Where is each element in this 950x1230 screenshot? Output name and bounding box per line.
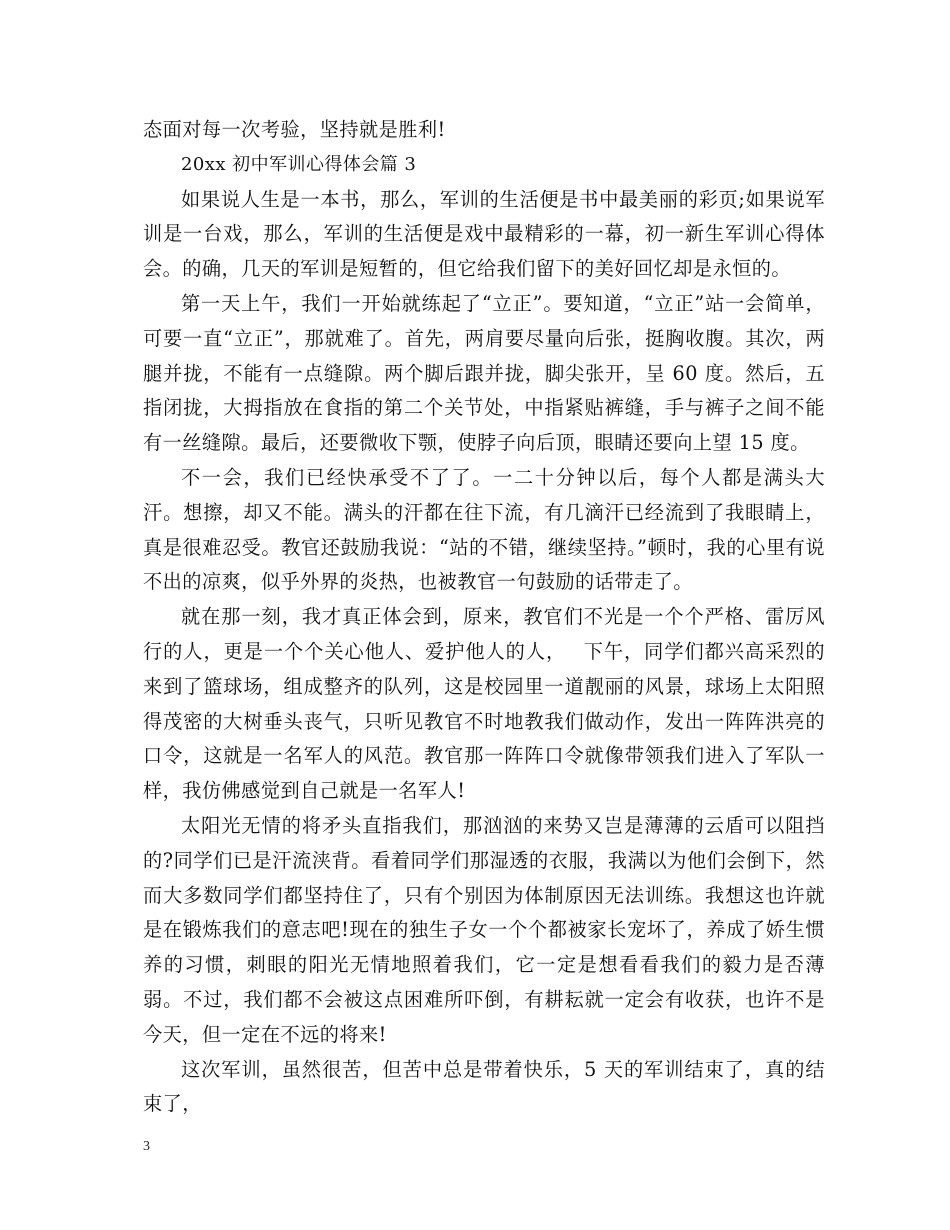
continued-paragraph: 态面对每一次考验，坚持就是胜利! (143, 118, 446, 141)
section-title: 20xx 初中军训心得体会篇 3 (181, 153, 417, 175)
paragraph-training-ending: 这次军训，虽然很苦，但苦中总是带着快乐，5 天的军训结束了，真的结束了， (143, 1057, 825, 1116)
paragraph-afternoon-training: 就在那一刻，我才真正体会到，原来，教官们不光是一个个严格、雷厉风行的人，更是一个个关心他人、爱护他人的人， 下午，同学们都兴高采烈的来到了篮球场，组成整齐的队列，这是校园里一道靓丽的风景，球场上太阳照得茂密的大树垂头丧气，只听见教官不时地教我们做动作，发出一阵阵洪亮的口令，这就是一名军人的风范。教官那一阵阵口令就像带领我们进入了军队一样，我仿佛感觉到自己就是一名军人! (143, 605, 825, 803)
document-body (143, 113, 825, 1122)
paragraph-standing-drill: 第一天上午，我们一开始就练起了“立正”。要知道，“立正”站一会简单，可要一直“立正”，那就难了。首先，两肩要尽量向后张，挺胸收腹。其次，两腿并拢，不能有一点缝隙。两个脚后跟并拢，脚尖张开，呈 60 度。然后，五指闭拢，大拇指放在食指的第二个关节处，中指紧贴裤缝，手与裤子之间不能有一丝缝隙。最后，还要微收下颚，使脖子向后顶，眼睛还要向上望 15 度。 (143, 291, 825, 455)
paragraph-sun-and-willpower: 太阳光无情的将矛头直指我们，那汹汹的来势又岂是薄薄的云盾可以阻挡的?同学们已是汗流浃背。看着同学们那湿透的衣服，我满以为他们会倒下，然而大多数同学们都坚持住了，只有个别因为体制原因无法训练。我想这也许就是在锻炼我们的意志吧!现在的独生子女一个个都被家长宠坏了，养成了娇生惯养的习惯，刺眼的阳光无情地照着我们，它一定是想看看我们的毅力是否薄弱。不过，我们都不会被这点困难所吓倒，有耕耘就一定会有收获，也许不是今天，但一定在不远的将来! (143, 813, 825, 1046)
page-number: 3 (143, 1139, 150, 1154)
paragraph-intro: 如果说人生是一本书，那么，军训的生活便是书中最美丽的彩页;如果说军训是一台戏，那么，军训的生活便是戏中最精彩的一幕，初一新生军训心得体会。的确，几天的军训是短暂的，但它给我们留下的美好回忆却是永恒的。 (143, 187, 825, 281)
paragraph-enduring-heat: 不一会，我们已经快承受不了了。一二十分钟以后，每个人都是满头大汗。想擦，却又不能。满头的汗都在往下流，有几滴汗已经流到了我眼睛上，真是很难忍受。教官还鼓励我说：“站的不错，继续坚持。”顿时，我的心里有说不出的凉爽，似乎外界的炎热，也被教官一句鼓励的话带走了。 (143, 465, 825, 594)
